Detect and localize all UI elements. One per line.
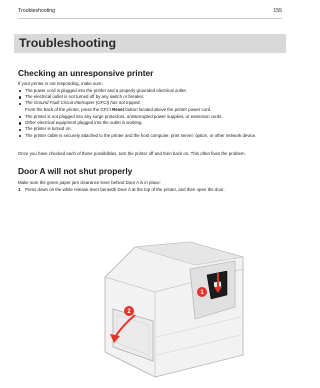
- page-number: 155: [273, 8, 282, 14]
- printer-door-illustration: [95, 237, 245, 382]
- list-item: The power cord is plugged into the printer and a properly grounded electrical outlet.: [18, 88, 284, 94]
- callout-2-label: 2: [127, 309, 131, 316]
- list-item: The Ground Fault Circuit Interrupter (GFCI) has not tripped.: [18, 100, 284, 106]
- list-item: The printer cable is securely attached to the printer and the host computer, print server, option, or other network device.: [18, 133, 284, 139]
- reset-button-label: Reset: [112, 107, 125, 112]
- header-section-name: Troubleshooting: [18, 8, 56, 14]
- gfci-note: From the back of the printer, press the GFCI Reset button located above the printer power cord.: [25, 107, 212, 112]
- list-item: Other electrical equipment plugged into the outlet is working.: [18, 120, 284, 126]
- checklist-continued: [18, 114, 284, 139]
- section2-intro: Make sure the green paper jam clearance lever behind Door A is in place:: [18, 180, 161, 185]
- section-heading-door-a: Door A will not shut properly: [18, 166, 133, 176]
- step-number: 1: [18, 187, 21, 192]
- list-item: The printer is turned on.: [18, 126, 284, 132]
- chapter-title: Troubleshooting: [19, 36, 117, 50]
- callout-1-label: 1: [200, 290, 204, 297]
- section1-closing: Once you have checked each of these possibilities, turn the printer off and then back on. This often fixes the problem.: [18, 151, 246, 156]
- step-text: Press down on the white release lever beneath Door A at the top of the printer, and then open the door.: [25, 187, 225, 192]
- list-item: The printer is not plugged into any surge protectors, uninterrupted power supplies, or extension cords.: [18, 114, 284, 120]
- running-header: [18, 8, 282, 19]
- section-heading-unresponsive: Checking an unresponsive printer: [18, 68, 154, 78]
- section1-intro: If your printer is not responding, make sure:: [18, 81, 103, 86]
- list-item: The electrical outlet is not turned off by any switch or breaker.: [18, 94, 284, 100]
- chapter-title-bar: [14, 34, 286, 53]
- checklist: [18, 88, 284, 107]
- step-1: [18, 187, 282, 193]
